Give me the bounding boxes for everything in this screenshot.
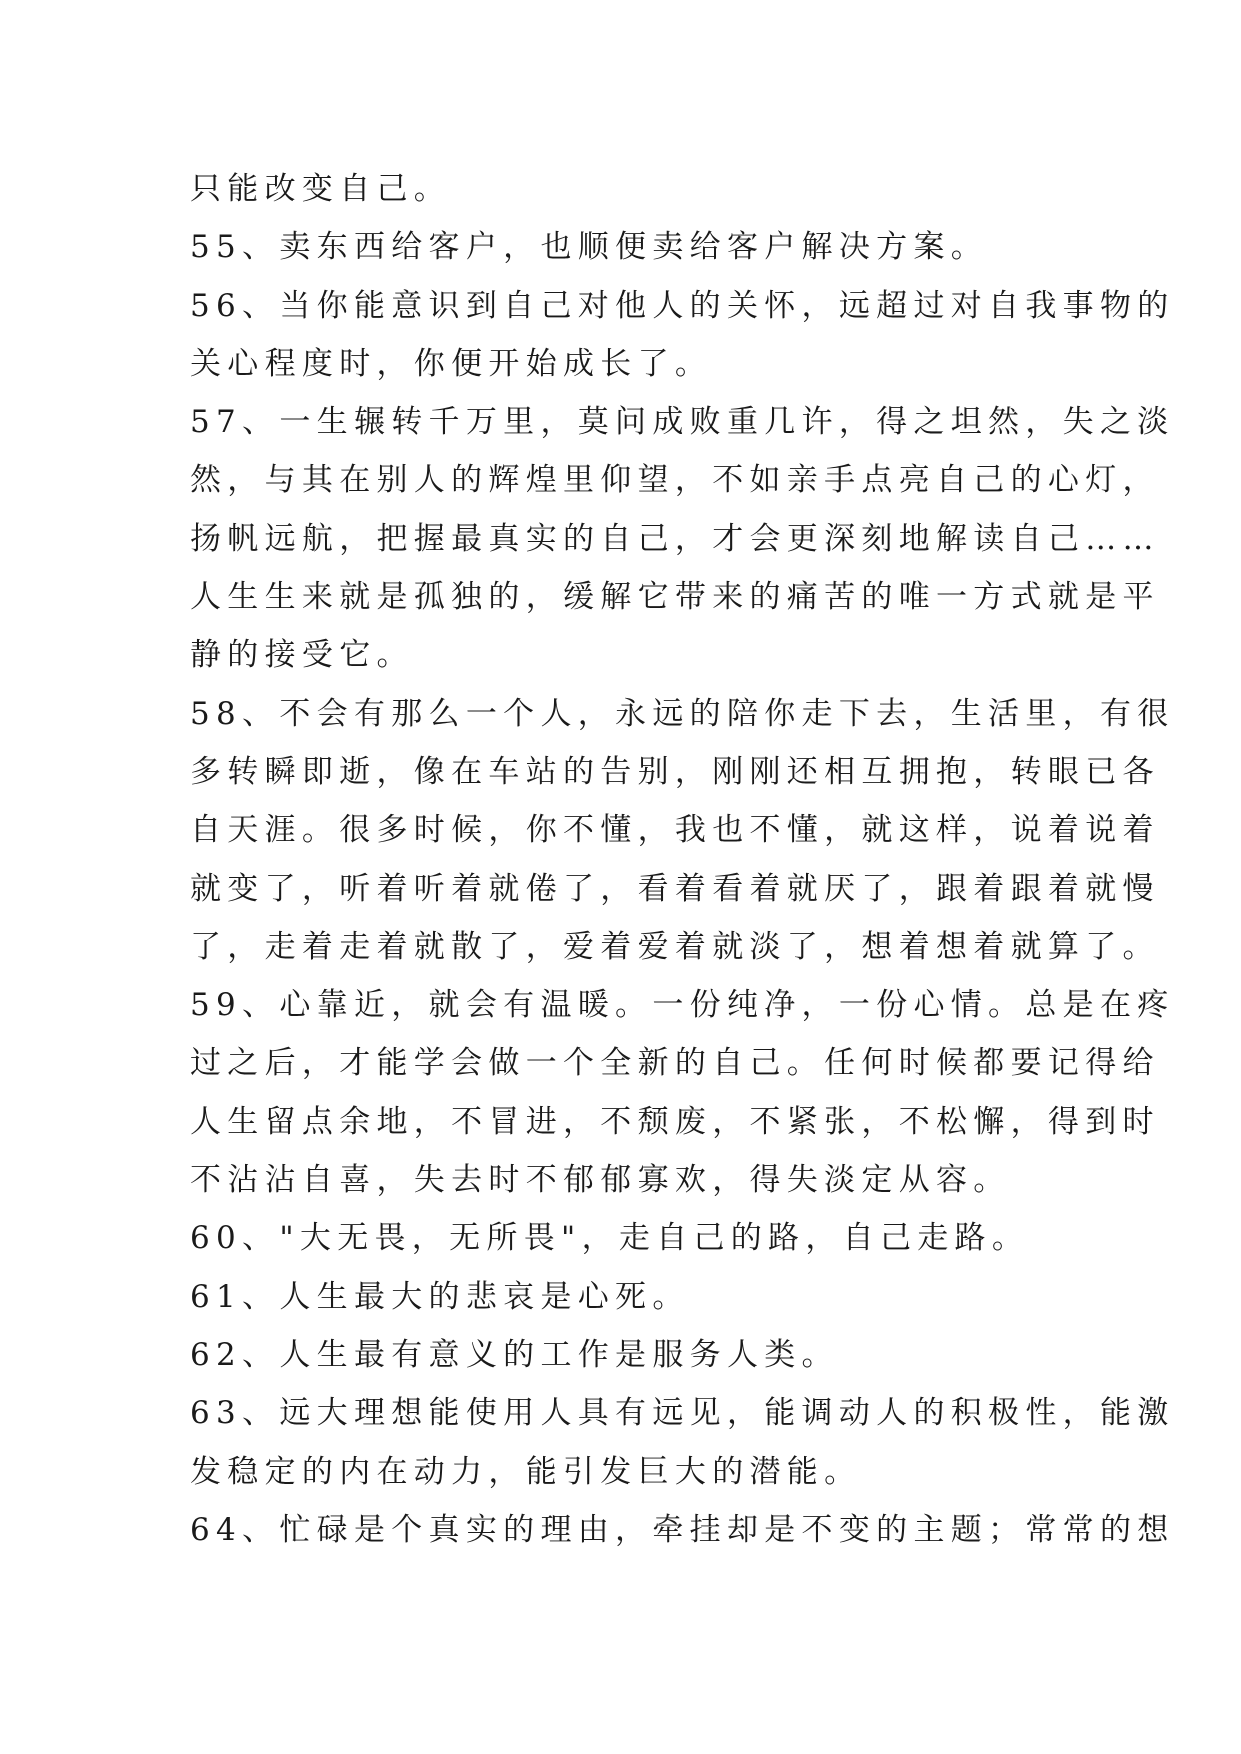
text-line: 只能改变自己。 [190,171,452,207]
text-line: 63、远大理想能使用人具有远见，能调动人的积极性，能激 [190,1395,1175,1432]
text-line: 59、心靠近，就会有温暖。一份纯净，一份心情。总是在疼 [190,987,1175,1024]
text-line: 了，走着走着就散了，爱着爱着就淡了，想着想着就算了。 [190,928,1160,965]
text-line: 就变了，听着听着就倦了，看着看着就厌了，跟着跟着就慢 [190,870,1160,907]
text-line: 关心程度时，你便开始成长了。 [190,345,713,382]
text-line: 扬帆远航，把握最真实的自己，才会更深刻地解读自己…… [190,520,1160,557]
text-line: 64、忙碌是个真实的理由，牵挂却是不变的主题；常常的想 [190,1511,1175,1548]
text-line: 人生生来就是孤独的，缓解它带来的痛苦的唯一方式就是平 [190,579,1160,616]
text-line: 56、当你能意识到自己对他人的关怀，远超过对自我事物的 [190,287,1175,324]
text-line: 然，与其在别人的辉煌里仰望，不如亲手点亮自己的心灯， [190,462,1160,499]
text-line: 55、卖东西给客户，也顺便卖给客户解决方案。 [190,229,989,266]
text-line: 不沾沾自喜，失去时不郁郁寡欢，得失淡定从容。 [190,1162,1011,1199]
text-line: 57、一生辗转千万里，莫问成败重几许，得之坦然，失之淡 [190,404,1175,441]
body-text [190,160,1175,1559]
text-line: 60、"大无畏，无所畏"，走自己的路，自己走路。 [190,1220,1030,1257]
text-line: 发稳定的内在动力，能引发巨大的潜能。 [190,1453,862,1490]
text-line: 62、人生最有意义的工作是服务人类。 [190,1336,839,1373]
text-line: 58、不会有那么一个人，永远的陪你走下去，生活里，有很 [190,695,1175,732]
text-line: 过之后，才能学会做一个全新的自己。任何时候都要记得给 [190,1045,1160,1082]
text-line: 自天涯。很多时候，你不懂，我也不懂，就这样，说着说着 [190,812,1160,849]
text-line: 静的接受它。 [190,637,414,674]
text-line: 61、人生最大的悲哀是心死。 [190,1278,690,1315]
text-line: 多转瞬即逝，像在车站的告别，刚刚还相互拥抱，转眼已各 [190,753,1160,790]
text-line: 人生留点余地，不冒进，不颓废，不紧张，不松懈，得到时 [190,1103,1160,1140]
